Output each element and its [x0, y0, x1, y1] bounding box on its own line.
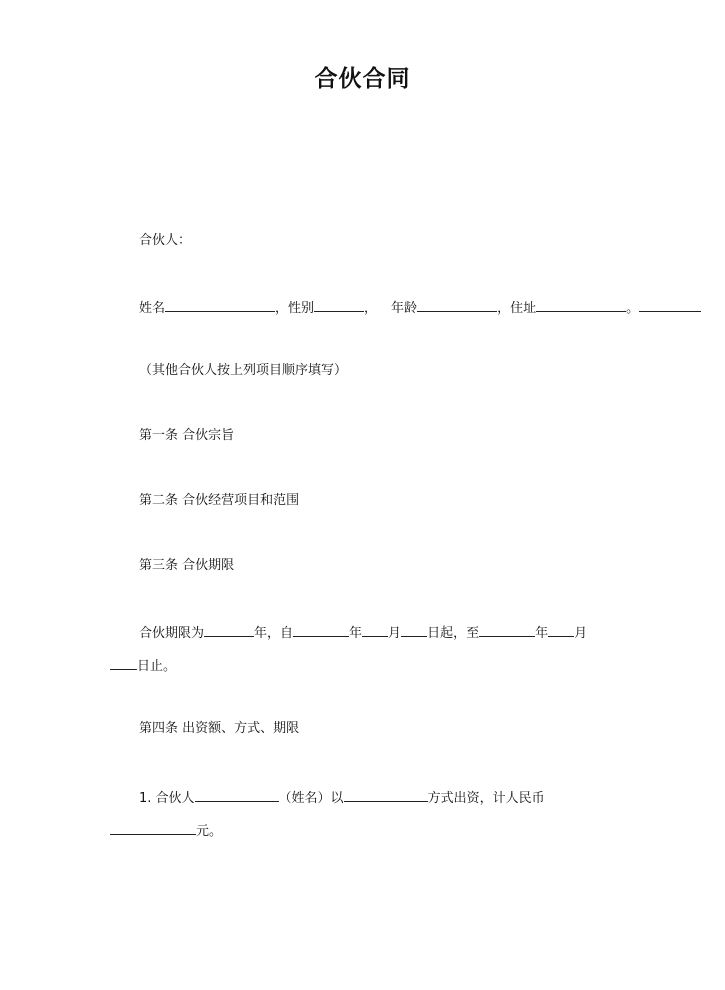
contribution-line-1: [139, 787, 545, 808]
term-years-blank[interactable]: [204, 622, 254, 637]
address-blank[interactable]: [536, 297, 626, 312]
period-mark: 。: [626, 301, 640, 316]
start-day-blank[interactable]: [401, 622, 427, 637]
document-title: 合伙合同: [314, 66, 411, 92]
age-blank[interactable]: [417, 297, 497, 312]
contribution-text-2: （姓名）以: [278, 791, 344, 806]
partner-name-blank[interactable]: [195, 787, 279, 802]
partner-note: （其他合伙人按上列项目顺序填写）: [139, 363, 348, 378]
end-day-blank[interactable]: [110, 655, 137, 670]
partner-info-line: [139, 297, 701, 318]
term-text-4: 月: [388, 626, 402, 641]
article-1-heading: 第一条 合伙宗旨: [139, 428, 235, 443]
trailing-blank[interactable]: [639, 297, 701, 312]
term-text-1: 合伙期限为: [139, 626, 205, 641]
term-text-3: 年: [349, 626, 363, 641]
article-2-heading: 第二条 合伙经营项目和范围: [139, 493, 300, 508]
contribution-text-1: 1. 合伙人: [139, 791, 195, 806]
age-label: 年龄: [391, 301, 418, 316]
address-label: ，住址: [497, 301, 537, 316]
start-month-blank[interactable]: [362, 622, 388, 637]
amount-blank[interactable]: [110, 820, 196, 835]
separator: ，: [364, 301, 378, 316]
term-line-2: [110, 655, 176, 676]
term-text-2: 年，自: [254, 626, 294, 641]
gender-blank[interactable]: [314, 297, 364, 312]
start-year-blank[interactable]: [293, 622, 349, 637]
contribution-text-3: 方式出资，计人民币: [427, 791, 545, 806]
term-text-8: 日止。: [137, 659, 177, 674]
term-text-6: 年: [535, 626, 549, 641]
end-month-blank[interactable]: [548, 622, 574, 637]
name-label: 姓名: [139, 301, 166, 316]
contribution-text-4: 元。: [196, 824, 223, 839]
article-3-heading: 第三条 合伙期限: [139, 558, 235, 573]
partner-heading: 合伙人：: [139, 233, 192, 248]
method-blank[interactable]: [344, 787, 428, 802]
end-year-blank[interactable]: [479, 622, 535, 637]
term-line-1: [139, 622, 587, 643]
gender-label: ，性别: [275, 301, 315, 316]
term-text-5: 日起，至: [427, 626, 480, 641]
article-4-heading: 第四条 出资额、方式、期限: [139, 721, 300, 736]
contribution-line-2: [110, 820, 222, 841]
name-blank[interactable]: [165, 297, 275, 312]
term-text-7: 月: [574, 626, 588, 641]
